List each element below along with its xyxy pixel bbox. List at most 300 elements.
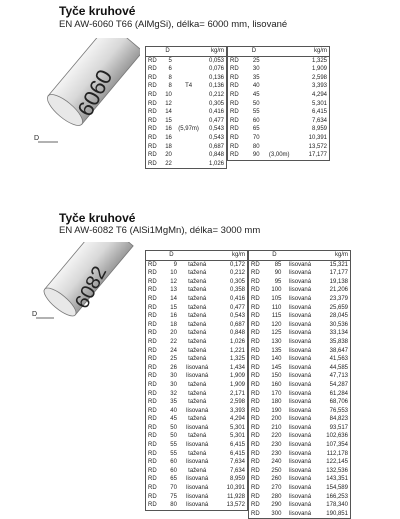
cell-type: RD [251,433,260,440]
table-row [146,432,248,441]
table-row [249,278,351,287]
cell-note [262,134,297,143]
cell-diameter: 32 [170,390,177,397]
cell-note [262,125,297,134]
table-row [146,91,227,100]
cell-diameter: 135 [271,347,282,354]
cell-process: lisovaná [289,381,312,388]
cell-type: RD [251,304,260,311]
cell-diameter: 170 [271,390,282,397]
table-row [249,510,351,519]
table-row [228,100,330,109]
cell-weight: 6,415 [311,109,327,116]
table-row [249,415,351,424]
table-row [249,432,351,441]
cell-type: RD [148,330,157,337]
cell-process: lisovaná [289,407,312,414]
cell-weight: 190,851 [326,510,348,517]
cell-diameter: 200 [271,416,282,423]
cell-process: tažená [188,390,207,397]
cell-type: RD [251,356,260,363]
cell-note [262,56,297,65]
cell-diameter: 60 [252,117,260,124]
cell-weight: 132,536 [326,467,348,474]
cell-process: tažená [188,416,207,423]
cell-weight: 4,294 [311,91,327,98]
cell-weight: 8,959 [311,126,327,133]
table-row [146,484,248,493]
cell-weight: 0,543 [208,126,224,133]
cell-type: RD [251,390,260,397]
cell-weight: 17,177 [329,270,348,277]
cell-process: lisovaná [186,442,209,449]
cell-process: lisovaná [186,485,209,492]
cell-weight: 102,636 [326,433,348,440]
table-row [249,484,351,493]
col-header-d: D [164,251,179,261]
table-row [146,407,248,416]
table-row [228,134,330,143]
table-row [228,125,330,134]
cell-diameter: 70 [252,134,260,141]
cell-diameter: 300 [271,510,282,517]
cell-type: RD [230,57,239,64]
table-row [146,441,248,450]
section1-title: Tyče kruhové [59,4,136,18]
table-row [146,312,248,321]
cell-diameter: 14 [165,109,172,116]
cell-type: RD [148,126,157,133]
cell-note [262,82,297,91]
cell-weight: 2,598 [229,399,245,406]
table-row [146,355,248,364]
cell-diameter: 130 [271,338,282,345]
cell-type: RD [251,338,260,345]
cell-weight: 1,325 [229,356,245,363]
cell-weight: 76,553 [329,407,348,414]
cell-type: RD [251,364,260,371]
cell-type: RD [148,485,157,492]
cell-weight: 15,321 [329,261,348,268]
cell-type: RD [148,442,157,449]
cell-diameter: 60 [170,467,177,474]
cell-weight: 10,391 [226,485,245,492]
cell-weight: 11,928 [227,493,245,500]
cell-type: RD [148,160,157,167]
cell-note [174,65,203,74]
cell-weight: 1,909 [229,381,245,388]
cell-process: lisovaná [186,502,209,509]
cell-diameter: 13 [170,287,177,294]
cell-weight: 7,634 [229,467,245,474]
section1-subtitle: EN AW-6060 T66 (AlMgSi), délka= 6000 mm, lisované [59,19,288,30]
cell-type: RD [251,278,260,285]
table-row [249,493,351,502]
cell-weight: 84,823 [329,416,348,423]
cell-process: lisovaná [289,330,312,337]
cell-process: lisovaná [186,407,209,414]
cell-diameter: 240 [271,459,282,466]
table-row [146,82,227,91]
cell-weight: 13,572 [308,143,327,150]
table-row [146,398,248,407]
cell-type: RD [148,152,157,159]
cell-type: RD [148,364,157,371]
cell-diameter: 190 [271,407,282,414]
cell-type: RD [148,109,157,116]
cell-diameter: 65 [170,476,177,483]
cell-diameter: 230 [271,442,282,449]
cell-process: tažená [188,330,207,337]
cell-weight: 10,391 [308,134,327,141]
col-header-d: D [265,251,283,261]
cell-note [174,143,203,152]
cell-process: lisovaná [289,373,312,380]
cell-process: lisovaná [186,364,209,371]
cell-process: tažená [188,295,207,302]
table-row [249,441,351,450]
cell-diameter: 45 [252,91,260,98]
table-row [249,329,351,338]
table-row [228,91,330,100]
table-row [146,134,227,143]
cell-diameter: 95 [274,278,282,285]
cell-process: lisovaná [289,485,312,492]
cell-type: RD [148,373,157,380]
cell-weight: 0,305 [229,278,245,285]
cell-process: tažená [188,287,207,294]
table-row [249,312,351,321]
cell-note: (5,97m) [178,126,199,133]
cell-process: lisovaná [289,270,312,277]
cell-process: tažená [188,261,207,268]
table-row [146,329,248,338]
table-row [146,467,248,476]
cell-diameter: 85 [274,261,282,268]
table-row [146,501,248,510]
cell-type: RD [251,313,260,320]
table-row [228,56,330,65]
cell-process: tažená [188,356,207,363]
cell-diameter: 55 [170,450,177,457]
cell-type: RD [148,270,157,277]
cell-process: lisovaná [289,399,312,406]
cell-process: lisovaná [289,304,312,311]
cell-weight: 5,301 [229,433,245,440]
cell-weight: 0,848 [229,330,245,337]
cell-note [262,117,297,126]
cell-weight: 1,909 [229,373,245,380]
cell-weight: 8,959 [229,476,245,483]
cell-diameter: 30 [252,66,260,73]
cell-diameter: 14 [170,295,177,302]
cell-weight: 1,434 [229,364,245,371]
table-row [249,321,351,330]
cell-diameter: 10 [170,270,177,277]
cell-type: RD [230,100,239,107]
cell-weight: 0,172 [229,261,245,268]
cell-process: lisovaná [289,278,312,285]
table-row [228,74,330,83]
cell-process: lisovaná [289,321,312,328]
table-row [146,160,227,169]
cell-type: RD [230,66,239,73]
table-row [146,260,248,269]
cell-weight: 2,171 [229,390,245,397]
cell-weight: 13,572 [226,502,245,509]
cell-type: RD [148,287,157,294]
table-row [146,364,248,373]
cell-process: tažená [188,450,207,457]
cell-type: RD [148,143,157,150]
cell-note [174,151,203,160]
table-row [146,100,227,109]
cell-diameter: 15 [165,117,172,124]
cell-process: tažená [188,399,207,406]
cell-diameter: 45 [170,416,177,423]
cell-diameter: 50 [252,100,260,107]
cell-note [262,100,297,109]
cell-diameter: 140 [271,356,282,363]
cell-diameter: 70 [170,485,177,492]
cell-type: RD [251,407,260,414]
cell-weight: 4,294 [229,416,245,423]
table-row [249,338,351,347]
cell-diameter: 15 [170,304,177,311]
table-row [146,304,248,313]
cell-type: RD [148,459,157,466]
cell-process: lisovaná [289,450,312,457]
cell-diameter: 270 [271,485,282,492]
cell-diameter: 18 [170,321,177,328]
cell-weight: 122,145 [326,459,348,466]
table-row [146,125,227,134]
cell-weight: 0,543 [229,313,245,320]
cell-weight: 1,026 [229,338,245,345]
cell-note [174,74,203,83]
cell-diameter: 24 [170,347,177,354]
cell-type: RD [148,83,157,90]
cell-weight: 0,687 [229,321,245,328]
table-row [249,304,351,313]
cell-diameter: 160 [271,381,282,388]
cell-weight: 178,340 [326,502,348,509]
cell-weight: 5,301 [229,424,245,431]
cell-weight: 47,713 [329,373,348,380]
table-row [228,151,330,160]
cell-weight: 0,053 [208,57,224,64]
cell-weight: 0,358 [229,287,245,294]
cell-diameter: 50 [170,424,177,431]
cell-diameter: 290 [271,502,282,509]
cell-process: lisovaná [289,295,312,302]
cell-diameter: 20 [170,330,177,337]
cell-weight: 19,138 [329,278,348,285]
cell-diameter: 145 [271,364,282,371]
cell-process: lisovaná [186,459,209,466]
cell-note [174,134,203,143]
cell-note [174,108,203,117]
cell-type: RD [148,476,157,483]
cell-diameter: 12 [165,100,172,107]
cell-type: RD [148,313,157,320]
cell-type: RD [251,416,260,423]
cell-diameter: 30 [170,373,177,380]
table-row [146,390,248,399]
cell-type: RD [148,433,157,440]
cell-diameter: 55 [252,109,260,116]
cell-weight: 28,045 [329,313,348,320]
cell-note: (3,00m) [268,152,290,159]
table-row [249,355,351,364]
cell-type: RD [148,74,157,81]
table-row [228,108,330,117]
cell-type: RD [251,347,260,354]
cell-weight: 44,585 [329,364,348,371]
cell-diameter: 115 [271,313,282,320]
cell-diameter: 16 [165,126,172,133]
cell-process: lisovaná [289,467,312,474]
table-row [228,82,330,91]
rod-6060-illustration [0,38,140,168]
cell-type: RD [251,467,260,474]
col-header-d: D [246,47,261,57]
cell-diameter: 8 [168,74,172,81]
cell-type: RD [148,295,157,302]
cell-weight: 1,221 [229,347,245,354]
table-row [249,450,351,459]
cell-weight: 93,517 [329,424,348,431]
cell-diameter: 110 [271,304,282,311]
cell-type: RD [251,476,260,483]
cell-type: RD [148,57,157,64]
cell-diameter: 35 [252,74,260,81]
table-row [146,278,248,287]
cell-type: RD [251,485,260,492]
cell-weight: 0,416 [229,295,245,302]
cell-weight: 0,136 [208,83,224,90]
cell-process: lisovaná [289,287,312,294]
rod-6082-illustration [0,242,140,342]
col-header-kgm: kg/m [317,251,351,261]
cell-type: RD [148,321,157,328]
cell-process: lisovaná [289,476,312,483]
table-row [146,56,227,65]
cell-process: tažená [188,321,207,328]
cell-type: RD [251,295,260,302]
cell-diameter: 9 [173,261,177,268]
cell-type: RD [148,347,157,354]
cell-process: lisovaná [186,373,209,380]
cell-note [174,56,203,65]
cell-weight: 0,136 [208,74,224,81]
cell-note [262,65,297,74]
cell-type: RD [148,91,157,98]
cell-diameter: 75 [170,493,177,500]
cell-type: RD [251,270,260,277]
cell-process: lisovaná [289,442,312,449]
cell-process: lisovaná [289,459,312,466]
cell-type: RD [148,117,157,124]
cell-weight: 0,543 [208,134,224,141]
cell-diameter: 100 [271,287,282,294]
cell-process: tažená [188,304,207,311]
cell-type: RD [230,117,239,124]
cell-type: RD [148,399,157,406]
table-row [146,458,248,467]
table-row [146,347,248,356]
cell-diameter: 5 [168,57,172,64]
table-row [146,74,227,83]
cell-diameter: 18 [165,143,172,150]
cell-diameter: 26 [170,364,177,371]
cell-weight: 68,706 [329,399,348,406]
cell-type: RD [148,390,157,397]
cell-type: RD [251,459,260,466]
table-row [249,347,351,356]
cell-process: tažená [188,278,207,285]
cell-diameter: 280 [271,493,282,500]
cell-diameter: 55 [170,442,177,449]
cell-diameter: 90 [274,270,282,277]
cell-weight: 38,647 [329,347,348,354]
cell-diameter: 125 [271,330,282,337]
cell-diameter: 210 [271,424,282,431]
cell-process: tažená [188,270,207,277]
cell-type: RD [230,134,239,141]
cell-type: RD [148,278,157,285]
cell-type: RD [148,134,157,141]
cell-diameter: 40 [170,407,177,414]
cell-process: lisovaná [289,502,312,509]
cell-type: RD [251,510,260,517]
cell-type: RD [148,416,157,423]
cell-type: RD [230,91,239,98]
cell-type: RD [251,442,260,449]
table-6060-left [145,46,227,169]
cell-process: lisovaná [289,433,312,440]
table-row [146,286,248,295]
cell-type: RD [230,74,239,81]
cell-weight: 23,379 [329,295,348,302]
table-row [249,381,351,390]
table-row [146,65,227,74]
cell-weight: 6,415 [229,442,245,449]
table-row [228,143,330,152]
cell-diameter: 25 [170,356,177,363]
cell-weight: 33,134 [329,330,348,337]
table-row [146,108,227,117]
cell-process: lisovaná [289,347,312,354]
cell-type: RD [148,356,157,363]
table-row [249,407,351,416]
table-row [146,143,227,152]
cell-note [262,91,297,100]
cell-process: tažená [188,347,207,354]
cell-weight: 154,589 [326,485,348,492]
cell-process: lisovaná [289,338,312,345]
cell-process: lisovaná [186,476,209,483]
cell-type: RD [230,83,239,90]
table-row [146,321,248,330]
table-row [249,372,351,381]
cell-weight: 1,325 [311,57,327,64]
cell-weight: 5,301 [311,100,327,107]
cell-type: RD [148,261,157,268]
table-row [146,493,248,502]
col-header-kgm: kg/m [297,47,330,57]
cell-type: RD [148,338,157,345]
